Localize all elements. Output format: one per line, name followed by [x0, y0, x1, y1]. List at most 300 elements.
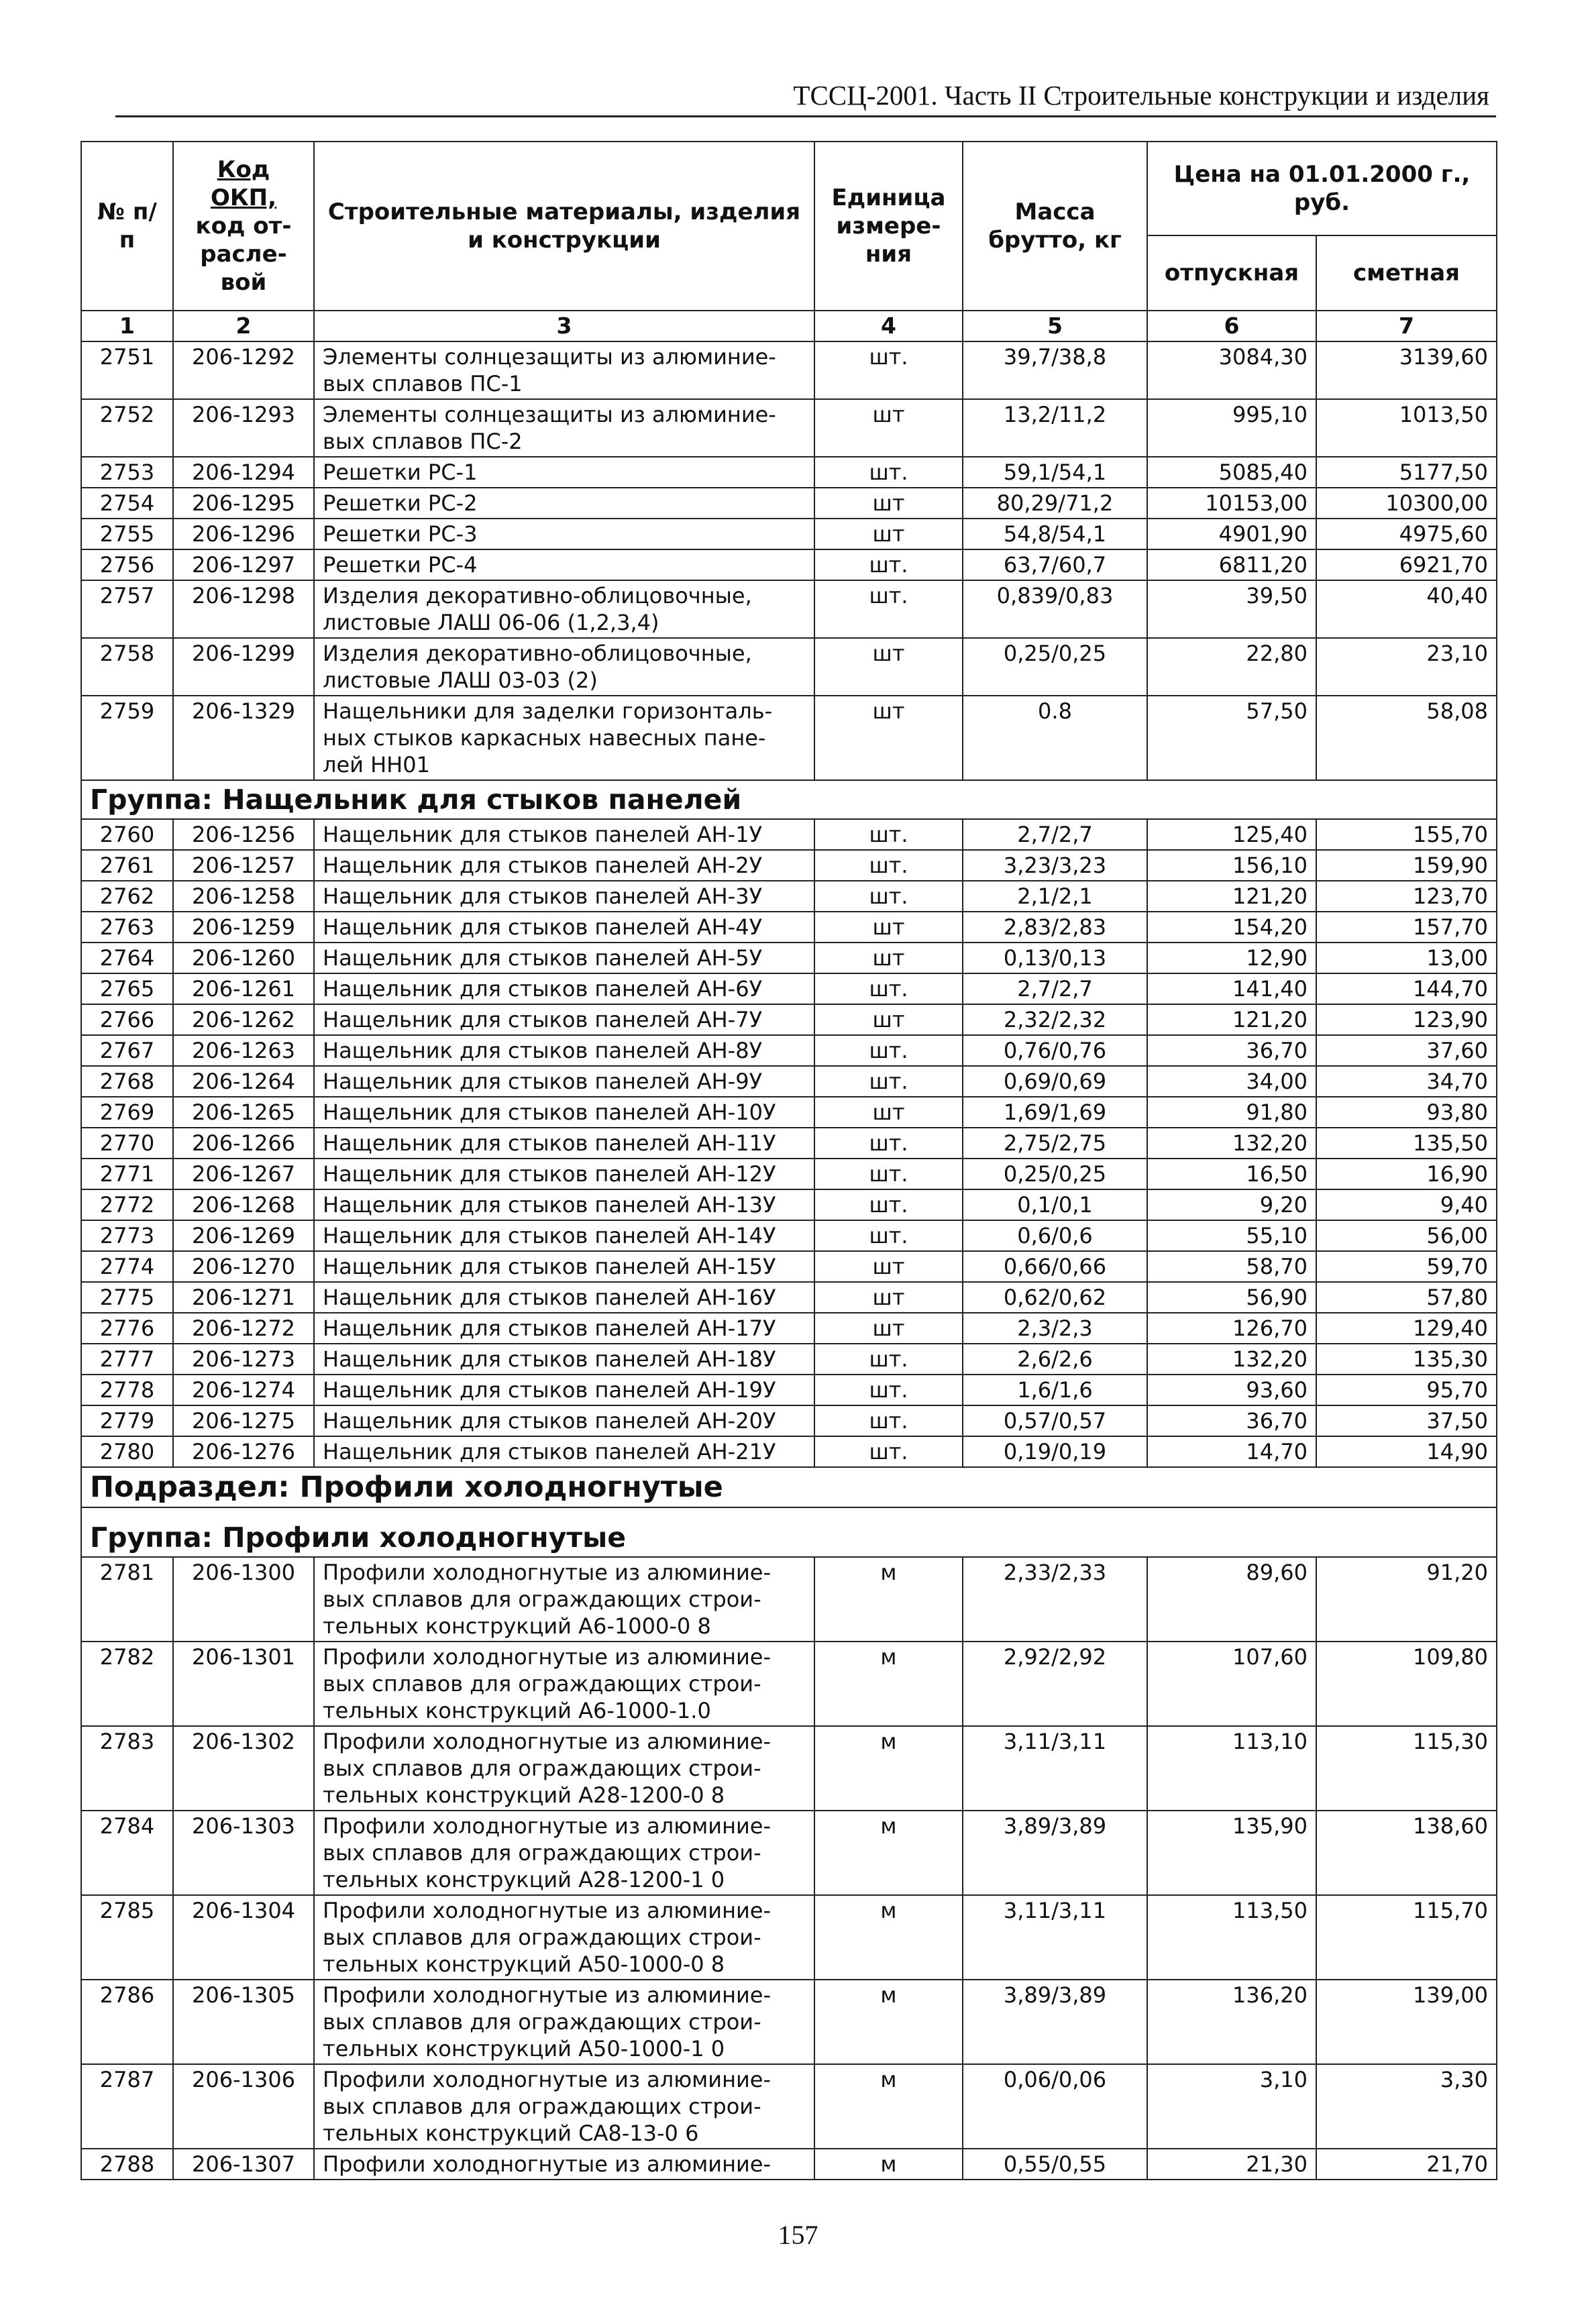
cell-release: 141,40 [1147, 973, 1316, 1004]
cell-unit: шт. [814, 1066, 963, 1097]
cell-release: 121,20 [1147, 881, 1316, 912]
cell-name: Нащельник для стыков панелей АН-4У [314, 912, 814, 943]
table-row [81, 1097, 1497, 1128]
cell-code: 206-1304 [173, 1895, 314, 1980]
cell-mass: 3,11/3,11 [963, 1895, 1147, 1980]
table-row [81, 1035, 1497, 1066]
cell-unit: шт [814, 488, 963, 519]
cell-unit: шт [814, 696, 963, 780]
cell-n: 2754 [81, 488, 173, 519]
cell-n: 2787 [81, 2064, 173, 2149]
cell-release: 12,90 [1147, 943, 1316, 973]
cell-unit: шт [814, 1282, 963, 1313]
cell-unit: шт [814, 943, 963, 973]
cell-n: 2777 [81, 1344, 173, 1375]
header-code [173, 142, 314, 311]
cell-name: Нащельник для стыков панелей АН-8У [314, 1035, 814, 1066]
cell-mass: 3,23/3,23 [963, 850, 1147, 881]
cell-name: Нащельник для стыков панелей АН-14У [314, 1220, 814, 1251]
subsection-section [81, 1467, 1497, 1557]
cell-name: Профили холодногнутые из алюминие- [314, 2149, 814, 2180]
cell-name: Нащельник для стыков панелей АН-10У [314, 1097, 814, 1128]
cell-release: 113,10 [1147, 1726, 1316, 1811]
cell-name: Нащельник для стыков панелей АН-11У [314, 1128, 814, 1159]
table-row [81, 1159, 1497, 1189]
running-header: ТССЦ-2001. Часть II Строительные конструкции и изделия [793, 80, 1489, 111]
cell-mass: 1,69/1,69 [963, 1097, 1147, 1128]
table-row [81, 2064, 1497, 2149]
cell-name: Нащельник для стыков панелей АН-5У [314, 943, 814, 973]
cell-code: 206-1295 [173, 488, 314, 519]
cell-name: Профили холодногнутые из алюминие-вых сплавов для ограждающих строи-тельных конструкций А50-1000-0 8 [314, 1895, 814, 1980]
cell-release: 22,80 [1147, 638, 1316, 696]
cell-mass: 80,29/71,2 [963, 488, 1147, 519]
cell-n: 2778 [81, 1375, 173, 1405]
cell-unit: шт. [814, 1405, 963, 1436]
cell-unit: шт. [814, 1128, 963, 1159]
cell-release: 57,50 [1147, 696, 1316, 780]
cell-unit: шт [814, 1313, 963, 1344]
cell-name: Нащельник для стыков панелей АН-20У [314, 1405, 814, 1436]
cell-n: 2786 [81, 1980, 173, 2064]
table-row [81, 1220, 1497, 1251]
cell-release: 34,00 [1147, 1066, 1316, 1097]
cell-unit: м [814, 2149, 963, 2180]
cell-unit: шт. [814, 1189, 963, 1220]
cell-code: 206-1299 [173, 638, 314, 696]
table-body-c [81, 1557, 1497, 2180]
cell-n: 2768 [81, 1066, 173, 1097]
header-unit: Единица измере-ния [814, 142, 963, 311]
table-row [81, 1811, 1497, 1895]
cell-mass: 0,66/0,66 [963, 1251, 1147, 1282]
cell-mass: 2,83/2,83 [963, 912, 1147, 943]
cell-unit: шт. [814, 457, 963, 488]
cell-release: 132,20 [1147, 1344, 1316, 1375]
table-row [81, 580, 1497, 638]
header-name: Строительные материалы, изделия и конструкции [314, 142, 814, 311]
table-row [81, 1375, 1497, 1405]
cell-mass: 2,1/2,1 [963, 881, 1147, 912]
cell-estimate: 1013,50 [1316, 399, 1497, 457]
header-price-estimate: сметная [1316, 235, 1497, 311]
cell-mass: 0,19/0,19 [963, 1436, 1147, 1467]
cell-unit: шт. [814, 1159, 963, 1189]
cell-name: Решетки РС-1 [314, 457, 814, 488]
cell-unit: шт. [814, 973, 963, 1004]
cell-release: 156,10 [1147, 850, 1316, 881]
cell-mass: 0,62/0,62 [963, 1282, 1147, 1313]
column-numbers-row [81, 311, 1497, 341]
table-row [81, 850, 1497, 881]
cell-mass: 1,6/1,6 [963, 1375, 1147, 1405]
cell-mass: 0,839/0,83 [963, 580, 1147, 638]
table-body-a [81, 341, 1497, 780]
cell-code: 206-1264 [173, 1066, 314, 1097]
cell-mass: 0,25/0,25 [963, 638, 1147, 696]
table-row [81, 1313, 1497, 1344]
cell-estimate: 34,70 [1316, 1066, 1497, 1097]
cell-mass: 2,7/2,7 [963, 973, 1147, 1004]
cell-code: 206-1301 [173, 1642, 314, 1726]
cell-mass: 2,7/2,7 [963, 819, 1147, 850]
cell-n: 2780 [81, 1436, 173, 1467]
cell-estimate: 59,70 [1316, 1251, 1497, 1282]
cell-release: 125,40 [1147, 819, 1316, 850]
cell-n: 2769 [81, 1097, 173, 1128]
cell-code: 206-1272 [173, 1313, 314, 1344]
cell-n: 2753 [81, 457, 173, 488]
cell-mass: 0,06/0,06 [963, 2064, 1147, 2149]
table-row [81, 1436, 1497, 1467]
cell-name: Профили холодногнутые из алюминие-вых сплавов для ограждающих строи-тельных конструкций А6-1000-1.0 [314, 1642, 814, 1726]
column-number: 5 [963, 311, 1147, 341]
cell-release: 136,20 [1147, 1980, 1316, 2064]
cell-release: 6811,20 [1147, 549, 1316, 580]
cell-n: 2771 [81, 1159, 173, 1189]
cell-estimate: 16,90 [1316, 1159, 1497, 1189]
cell-code: 206-1305 [173, 1980, 314, 2064]
cell-code: 206-1297 [173, 549, 314, 580]
cell-estimate: 115,30 [1316, 1726, 1497, 1811]
cell-estimate: 135,50 [1316, 1128, 1497, 1159]
cell-name: Нащельник для стыков панелей АН-6У [314, 973, 814, 1004]
table-row [81, 1251, 1497, 1282]
table-row [81, 341, 1497, 399]
cell-name: Нащельник для стыков панелей АН-19У [314, 1375, 814, 1405]
cell-n: 2781 [81, 1557, 173, 1642]
cell-name: Нащельник для стыков панелей АН-12У [314, 1159, 814, 1189]
cell-release: 9,20 [1147, 1189, 1316, 1220]
cell-mass: 2,33/2,33 [963, 1557, 1147, 1642]
cell-release: 132,20 [1147, 1128, 1316, 1159]
cell-mass: 0,25/0,25 [963, 1159, 1147, 1189]
cell-name: Элементы солнцезащиты из алюминие-вых сплавов ПС-2 [314, 399, 814, 457]
cell-release: 93,60 [1147, 1375, 1316, 1405]
cell-name: Решетки РС-3 [314, 519, 814, 549]
cell-name: Изделия декоративно-облицовочные, листовые ЛАШ 03-03 (2) [314, 638, 814, 696]
cell-name: Нащельник для стыков панелей АН-13У [314, 1189, 814, 1220]
cell-unit: шт. [814, 341, 963, 399]
group-heading-2: Группа: Профили холодногнутые [81, 1507, 1497, 1557]
cell-code: 206-1271 [173, 1282, 314, 1313]
cell-name: Профили холодногнутые из алюминие-вых сплавов для ограждающих строи-тельных конструкций А28-1200-1 0 [314, 1811, 814, 1895]
cell-mass: 2,6/2,6 [963, 1344, 1147, 1375]
cell-unit: м [814, 2064, 963, 2149]
cell-estimate: 159,90 [1316, 850, 1497, 881]
cell-release: 91,80 [1147, 1097, 1316, 1128]
cell-name: Изделия декоративно-облицовочные, листовые ЛАШ 06-06 (1,2,3,4) [314, 580, 814, 638]
cell-estimate: 157,70 [1316, 912, 1497, 943]
cell-mass: 2,3/2,3 [963, 1313, 1147, 1344]
cell-release: 3,10 [1147, 2064, 1316, 2149]
table-row [81, 881, 1497, 912]
cell-release: 58,70 [1147, 1251, 1316, 1282]
cell-release: 39,50 [1147, 580, 1316, 638]
table-row [81, 1726, 1497, 1811]
cell-release: 121,20 [1147, 1004, 1316, 1035]
cell-code: 206-1303 [173, 1811, 314, 1895]
cell-estimate: 4975,60 [1316, 519, 1497, 549]
cell-n: 2788 [81, 2149, 173, 2180]
cell-estimate: 5177,50 [1316, 457, 1497, 488]
cell-n: 2779 [81, 1405, 173, 1436]
cell-code: 206-1268 [173, 1189, 314, 1220]
cell-unit: шт. [814, 819, 963, 850]
table-row [81, 457, 1497, 488]
table-row [81, 1642, 1497, 1726]
cell-n: 2758 [81, 638, 173, 696]
cell-n: 2784 [81, 1811, 173, 1895]
cell-unit: шт [814, 638, 963, 696]
cell-mass: 59,1/54,1 [963, 457, 1147, 488]
table-row [81, 1980, 1497, 2064]
cell-unit: шт [814, 519, 963, 549]
cell-unit: шт [814, 1097, 963, 1128]
cell-unit: шт [814, 399, 963, 457]
header-mass: Масса брутто, кг [963, 142, 1147, 311]
cell-name: Нащельник для стыков панелей АН-3У [314, 881, 814, 912]
cell-code: 206-1293 [173, 399, 314, 457]
cell-n: 2766 [81, 1004, 173, 1035]
table-row [81, 519, 1497, 549]
cell-unit: шт. [814, 1375, 963, 1405]
table-row [81, 638, 1497, 696]
cell-release: 3084,30 [1147, 341, 1316, 399]
table-row [81, 1405, 1497, 1436]
cell-code: 206-1273 [173, 1344, 314, 1375]
cell-code: 206-1300 [173, 1557, 314, 1642]
cell-estimate: 139,00 [1316, 1980, 1497, 2064]
cell-mass: 0,13/0,13 [963, 943, 1147, 973]
cell-mass: 0,6/0,6 [963, 1220, 1147, 1251]
cell-release: 135,90 [1147, 1811, 1316, 1895]
cell-n: 2763 [81, 912, 173, 943]
cell-unit: шт [814, 912, 963, 943]
group-1-section [81, 780, 1497, 819]
cell-release: 56,90 [1147, 1282, 1316, 1313]
cell-n: 2782 [81, 1642, 173, 1726]
cell-name: Профили холодногнутые из алюминие-вых сплавов для ограждающих строи-тельных конструкций А50-1000-1 0 [314, 1980, 814, 2064]
cell-unit: м [814, 1726, 963, 1811]
cell-unit: шт. [814, 1436, 963, 1467]
cell-estimate: 135,30 [1316, 1344, 1497, 1375]
cell-code: 206-1296 [173, 519, 314, 549]
table-row [81, 696, 1497, 780]
cell-name: Нащельник для стыков панелей АН-17У [314, 1313, 814, 1344]
cell-mass: 2,32/2,32 [963, 1004, 1147, 1035]
cell-name: Нащельник для стыков панелей АН-15У [314, 1251, 814, 1282]
table-row [81, 1066, 1497, 1097]
cell-code: 206-1256 [173, 819, 314, 850]
table-row [81, 1128, 1497, 1159]
cell-release: 21,30 [1147, 2149, 1316, 2180]
cell-name: Нащельник для стыков панелей АН-9У [314, 1066, 814, 1097]
cell-unit: м [814, 1980, 963, 2064]
cell-mass: 2,92/2,92 [963, 1642, 1147, 1726]
cell-release: 107,60 [1147, 1642, 1316, 1726]
cell-estimate: 93,80 [1316, 1097, 1497, 1128]
cell-estimate: 37,50 [1316, 1405, 1497, 1436]
cell-mass: 0.8 [963, 696, 1147, 780]
cell-name: Нащельник для стыков панелей АН-2У [314, 850, 814, 881]
cell-n: 2765 [81, 973, 173, 1004]
table-row [81, 1004, 1497, 1035]
cell-estimate: 58,08 [1316, 696, 1497, 780]
cell-mass: 0,57/0,57 [963, 1405, 1147, 1436]
cell-n: 2772 [81, 1189, 173, 1220]
cell-n: 2759 [81, 696, 173, 780]
cell-n: 2751 [81, 341, 173, 399]
table-row [81, 488, 1497, 519]
cell-code: 206-1292 [173, 341, 314, 399]
cell-n: 2767 [81, 1035, 173, 1066]
cell-release: 36,70 [1147, 1405, 1316, 1436]
cell-code: 206-1307 [173, 2149, 314, 2180]
header-price: Цена на 01.01.2000 г., руб. [1147, 142, 1497, 235]
table-row [81, 1189, 1497, 1220]
cell-mass: 3,89/3,89 [963, 1980, 1147, 2064]
cell-estimate: 14,90 [1316, 1436, 1497, 1467]
cell-release: 16,50 [1147, 1159, 1316, 1189]
cell-estimate: 3139,60 [1316, 341, 1497, 399]
column-number: 2 [173, 311, 314, 341]
cell-estimate: 138,60 [1316, 1811, 1497, 1895]
cell-code: 206-1294 [173, 457, 314, 488]
cell-estimate: 23,10 [1316, 638, 1497, 696]
group-heading-1: Группа: Нащельник для стыков панелей [81, 780, 1497, 819]
cell-name: Профили холодногнутые из алюминие-вых сплавов для ограждающих строи-тельных конструкций А6-1000-0 8 [314, 1557, 814, 1642]
cell-unit: шт. [814, 580, 963, 638]
cell-estimate: 21,70 [1316, 2149, 1497, 2180]
table-row [81, 1895, 1497, 1980]
cell-unit: м [814, 1642, 963, 1726]
cell-name: Нащельники для заделки горизонталь-ных стыков каркасных навесных пане-лей НН01 [314, 696, 814, 780]
cell-mass: 0,1/0,1 [963, 1189, 1147, 1220]
cell-estimate: 123,70 [1316, 881, 1497, 912]
header-code-branch: код от-расле-вой [195, 213, 292, 296]
column-number: 7 [1316, 311, 1497, 341]
cell-unit: шт. [814, 850, 963, 881]
table-row [81, 943, 1497, 973]
cell-code: 206-1274 [173, 1375, 314, 1405]
cell-release: 126,70 [1147, 1313, 1316, 1344]
table-row [81, 1344, 1497, 1375]
cell-name: Элементы солнцезащиты из алюминие-вых сплавов ПС-1 [314, 341, 814, 399]
cell-code: 206-1302 [173, 1726, 314, 1811]
header-num: № п/п [81, 142, 173, 311]
cell-estimate: 9,40 [1316, 1189, 1497, 1220]
price-table [81, 141, 1497, 2180]
cell-code: 206-1265 [173, 1097, 314, 1128]
cell-n: 2776 [81, 1313, 173, 1344]
cell-estimate: 37,60 [1316, 1035, 1497, 1066]
cell-unit: шт. [814, 1220, 963, 1251]
cell-n: 2773 [81, 1220, 173, 1251]
cell-name: Решетки РС-2 [314, 488, 814, 519]
cell-n: 2764 [81, 943, 173, 973]
cell-code: 206-1329 [173, 696, 314, 780]
cell-code: 206-1276 [173, 1436, 314, 1467]
cell-estimate: 144,70 [1316, 973, 1497, 1004]
cell-unit: шт [814, 1004, 963, 1035]
cell-code: 206-1263 [173, 1035, 314, 1066]
table-row [81, 912, 1497, 943]
subsection-heading: Подраздел: Профили холодногнутые [81, 1467, 1497, 1507]
cell-estimate: 115,70 [1316, 1895, 1497, 1980]
cell-estimate: 155,70 [1316, 819, 1497, 850]
table-row [81, 399, 1497, 457]
cell-mass: 2,75/2,75 [963, 1128, 1147, 1159]
cell-mass: 3,89/3,89 [963, 1811, 1147, 1895]
cell-estimate: 129,40 [1316, 1313, 1497, 1344]
cell-unit: шт. [814, 881, 963, 912]
header-price-release: отпускная [1147, 235, 1316, 311]
cell-code: 206-1266 [173, 1128, 314, 1159]
cell-code: 206-1262 [173, 1004, 314, 1035]
cell-estimate: 13,00 [1316, 943, 1497, 973]
cell-estimate: 6921,70 [1316, 549, 1497, 580]
cell-mass: 39,7/38,8 [963, 341, 1147, 399]
cell-estimate: 57,80 [1316, 1282, 1497, 1313]
cell-code: 206-1270 [173, 1251, 314, 1282]
cell-n: 2761 [81, 850, 173, 881]
table-row [81, 973, 1497, 1004]
cell-estimate: 95,70 [1316, 1375, 1497, 1405]
cell-name: Нащельник для стыков панелей АН-16У [314, 1282, 814, 1313]
cell-mass: 3,11/3,11 [963, 1726, 1147, 1811]
cell-mass: 0,76/0,76 [963, 1035, 1147, 1066]
cell-estimate: 10300,00 [1316, 488, 1497, 519]
cell-estimate: 56,00 [1316, 1220, 1497, 1251]
cell-estimate: 40,40 [1316, 580, 1497, 638]
cell-n: 2757 [81, 580, 173, 638]
table-row [81, 1557, 1497, 1642]
table-body-b [81, 819, 1497, 1467]
cell-n: 2775 [81, 1282, 173, 1313]
cell-mass: 63,7/60,7 [963, 549, 1147, 580]
column-number: 3 [314, 311, 814, 341]
column-number: 1 [81, 311, 173, 341]
cell-code: 206-1260 [173, 943, 314, 973]
cell-code: 206-1298 [173, 580, 314, 638]
page-number: 157 [778, 2220, 818, 2250]
cell-estimate: 3,30 [1316, 2064, 1497, 2149]
cell-release: 36,70 [1147, 1035, 1316, 1066]
cell-release: 89,60 [1147, 1557, 1316, 1642]
column-number: 6 [1147, 311, 1316, 341]
cell-release: 55,10 [1147, 1220, 1316, 1251]
header-code-okp: Код ОКП, [210, 156, 277, 211]
cell-code: 206-1267 [173, 1159, 314, 1189]
table-row [81, 1282, 1497, 1313]
cell-release: 995,10 [1147, 399, 1316, 457]
cell-mass: 54,8/54,1 [963, 519, 1147, 549]
cell-n: 2774 [81, 1251, 173, 1282]
cell-unit: шт. [814, 1344, 963, 1375]
cell-code: 206-1269 [173, 1220, 314, 1251]
cell-release: 154,20 [1147, 912, 1316, 943]
cell-n: 2770 [81, 1128, 173, 1159]
cell-name: Профили холодногнутые из алюминие-вых сплавов для ограждающих строи-тельных конструкций А28-1200-0 8 [314, 1726, 814, 1811]
cell-n: 2755 [81, 519, 173, 549]
cell-name: Решетки РС-4 [314, 549, 814, 580]
cell-code: 206-1261 [173, 973, 314, 1004]
cell-code: 206-1275 [173, 1405, 314, 1436]
cell-release: 14,70 [1147, 1436, 1316, 1467]
cell-name: Нащельник для стыков панелей АН-18У [314, 1344, 814, 1375]
cell-code: 206-1258 [173, 881, 314, 912]
